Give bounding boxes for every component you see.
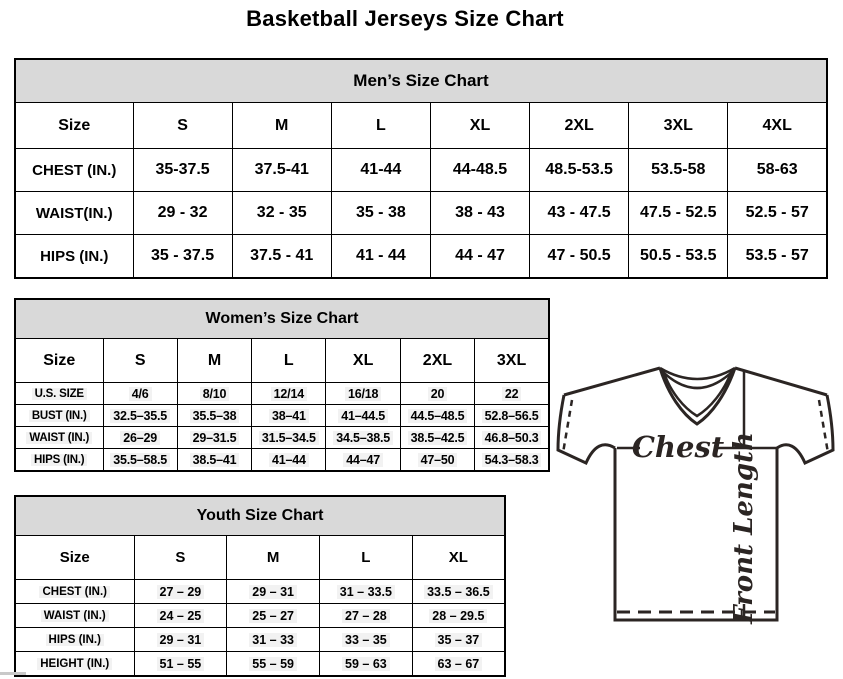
value-cell [227, 628, 320, 652]
table-row [15, 580, 505, 604]
chest-label: Chest [631, 430, 725, 464]
value-cell [400, 405, 474, 427]
womens-size-header-row [15, 339, 549, 383]
row-label-cell [15, 405, 103, 427]
column-header: M [177, 339, 251, 383]
value-cell [400, 427, 474, 449]
cell-value: 8/10 [200, 387, 230, 401]
value-cell [103, 449, 177, 472]
row-label: WAIST (IN.) [41, 610, 109, 622]
value-cell [232, 235, 331, 279]
row-label: HIPS (IN.) [31, 454, 87, 466]
row-label: WAIST(IN.) [35, 204, 113, 222]
value-cell [103, 405, 177, 427]
value-cell [177, 405, 251, 427]
value-cell [629, 235, 728, 279]
jersey-collar-inner-v [663, 370, 732, 416]
cell-value: 4/6 [129, 387, 152, 401]
size-label: Size [15, 103, 133, 149]
cell-value: 38.5–42.5 [408, 431, 468, 445]
value-cell [133, 235, 232, 279]
cell-value: 44.5–48.5 [408, 409, 468, 423]
value-cell [331, 192, 430, 235]
value-cell [103, 427, 177, 449]
value-cell [331, 149, 430, 192]
value-cell [728, 235, 827, 279]
cell-value: 50.5 - 53.5 [640, 247, 717, 264]
cell-value: 25 – 27 [249, 609, 297, 623]
column-header: XL [430, 103, 529, 149]
column-header: L [320, 536, 413, 580]
value-cell [629, 149, 728, 192]
value-cell [326, 449, 400, 472]
youth-size-header-row [15, 536, 505, 580]
column-header: 3XL [475, 339, 549, 383]
value-cell [475, 449, 549, 472]
mens-table-title: Men’s Size Chart [15, 59, 827, 103]
value-cell [475, 427, 549, 449]
cell-value: 29 – 31 [249, 585, 297, 599]
cell-value: 41-44 [360, 161, 402, 178]
column-header: M [232, 103, 331, 149]
row-label-cell [15, 604, 134, 628]
column-header: L [331, 103, 430, 149]
value-cell [232, 192, 331, 235]
value-cell [252, 383, 326, 405]
row-label-cell [15, 628, 134, 652]
value-cell [177, 427, 251, 449]
table-row [15, 652, 505, 677]
cell-value: 38–41 [269, 409, 309, 423]
value-cell [728, 149, 827, 192]
mens-size-table [14, 58, 828, 279]
table-row [15, 604, 505, 628]
value-cell [412, 604, 505, 628]
value-cell [320, 580, 413, 604]
value-cell [412, 580, 505, 604]
size-label: Size [15, 339, 103, 383]
value-cell [177, 449, 251, 472]
value-cell [134, 652, 227, 677]
row-label: WAIST (IN.) [26, 432, 92, 444]
cell-value: 35-37.5 [155, 161, 210, 178]
row-label-cell [15, 427, 103, 449]
row-label-cell [15, 580, 134, 604]
column-header: XL [412, 536, 505, 580]
value-cell [252, 427, 326, 449]
value-cell [530, 235, 629, 279]
cell-value: 16/18 [345, 387, 381, 401]
cell-value: 29 - 32 [157, 204, 208, 221]
jersey-sleeve-left [558, 395, 615, 463]
table-row [15, 383, 549, 405]
column-header: 3XL [629, 103, 728, 149]
cell-value: 35.5–38 [190, 409, 240, 423]
cell-value: 37.5 - 41 [250, 247, 314, 264]
row-label-cell [15, 449, 103, 472]
cell-value: 41 - 44 [355, 247, 406, 264]
row-label-cell [15, 652, 134, 677]
cell-value: 55 – 59 [249, 657, 297, 671]
youth-size-table [14, 495, 506, 677]
value-cell [530, 149, 629, 192]
youth-caption-row [15, 496, 505, 536]
row-label-cell [15, 235, 133, 279]
womens-caption-row [15, 299, 549, 339]
table-row [15, 149, 827, 192]
value-cell [475, 405, 549, 427]
jersey-sleeve-right [777, 395, 833, 463]
cell-value: 52.5 - 57 [745, 204, 809, 221]
front-length-label: Front Length [729, 432, 759, 624]
value-cell [430, 149, 529, 192]
value-cell [430, 192, 529, 235]
cell-value: 59 – 63 [342, 657, 390, 671]
value-cell [412, 628, 505, 652]
jersey-shoulder-left [564, 368, 660, 395]
cell-value: 38.5–41 [190, 453, 240, 467]
value-cell [320, 652, 413, 677]
cell-value: 29–31.5 [190, 431, 240, 445]
row-label: CHEST (IN.) [32, 161, 117, 179]
jersey-measurement-diagram [556, 360, 838, 632]
column-header: L [252, 339, 326, 383]
value-cell [728, 192, 827, 235]
value-cell [629, 192, 728, 235]
cell-value: 22 [502, 387, 522, 401]
cell-value: 47 - 50.5 [547, 247, 611, 264]
value-cell [320, 628, 413, 652]
row-label: CHEST (IN.) [39, 586, 110, 598]
cell-value: 54.3–58.3 [482, 453, 542, 467]
womens-table-title: Women’s Size Chart [15, 299, 549, 339]
value-cell [177, 383, 251, 405]
value-cell [134, 580, 227, 604]
cell-value: 31.5–34.5 [259, 431, 319, 445]
value-cell [134, 604, 227, 628]
cell-value: 33.5 – 36.5 [424, 585, 493, 599]
value-cell [326, 405, 400, 427]
cell-value: 35 – 37 [435, 633, 483, 647]
value-cell [227, 580, 320, 604]
column-header: 2XL [530, 103, 629, 149]
youth-table-title: Youth Size Chart [15, 496, 505, 536]
sleeve-cuff-dashed-right [819, 400, 828, 453]
cell-value: 27 – 28 [342, 609, 390, 623]
cell-value: 12/14 [271, 387, 307, 401]
cell-value: 58-63 [756, 161, 798, 178]
value-cell [252, 405, 326, 427]
cell-value: 35 - 37.5 [150, 247, 215, 264]
value-cell [400, 449, 474, 472]
value-cell [326, 383, 400, 405]
cell-value: 27 – 29 [157, 585, 205, 599]
page-title: Basketball Jerseys Size Chart [246, 6, 564, 31]
value-cell [430, 235, 529, 279]
value-cell [475, 383, 549, 405]
row-label: BUST (IN.) [29, 410, 90, 422]
cell-value: 47.5 - 52.5 [640, 204, 717, 221]
value-cell [134, 628, 227, 652]
column-header: S [103, 339, 177, 383]
row-label: HEIGHT (IN.) [37, 658, 112, 670]
value-cell [412, 652, 505, 677]
column-header: M [227, 536, 320, 580]
cell-value: 35.5–58.5 [110, 453, 170, 467]
cell-value: 52.8–56.5 [482, 409, 542, 423]
value-cell [530, 192, 629, 235]
womens-size-table [14, 298, 550, 472]
row-label-cell [15, 149, 133, 192]
cell-value: 33 – 35 [342, 633, 390, 647]
mens-caption-row [15, 59, 827, 103]
value-cell [320, 604, 413, 628]
cell-value: 41–44 [269, 453, 309, 467]
cell-value: 41–44.5 [338, 409, 388, 423]
cell-value: 43 - 47.5 [547, 204, 611, 221]
value-cell [133, 149, 232, 192]
row-label: U.S. SIZE [32, 388, 87, 400]
cell-value: 35 - 38 [355, 204, 406, 221]
jersey-shoulder-right [735, 368, 827, 395]
cell-value: 28 – 29.5 [429, 609, 487, 623]
column-header: S [133, 103, 232, 149]
cell-value: 44–47 [343, 453, 383, 467]
table-row [15, 427, 549, 449]
value-cell [326, 427, 400, 449]
value-cell [227, 652, 320, 677]
value-cell [133, 192, 232, 235]
column-header: S [134, 536, 227, 580]
cell-value: 51 – 55 [157, 657, 205, 671]
value-cell [227, 604, 320, 628]
cell-value: 32 - 35 [256, 204, 307, 221]
table-row [15, 405, 549, 427]
scrollbar-fragment [0, 672, 26, 675]
cell-value: 44-48.5 [452, 161, 508, 178]
cell-value: 24 – 25 [157, 609, 205, 623]
column-header: 2XL [400, 339, 474, 383]
table-row [15, 449, 549, 472]
cell-value: 20 [428, 387, 448, 401]
cell-value: 29 – 31 [157, 633, 205, 647]
cell-value: 63 – 67 [435, 657, 483, 671]
cell-value: 37.5-41 [254, 161, 309, 178]
row-label: HIPS (IN.) [40, 247, 109, 265]
mens-size-header-row [15, 103, 827, 149]
cell-value: 46.8–50.3 [482, 431, 542, 445]
cell-value: 53.5 - 57 [745, 247, 809, 264]
row-label-cell [15, 192, 133, 235]
table-row [15, 235, 827, 279]
cell-value: 32.5–35.5 [110, 409, 170, 423]
value-cell [103, 383, 177, 405]
cell-value: 31 – 33 [249, 633, 297, 647]
value-cell [400, 383, 474, 405]
column-header: 4XL [728, 103, 827, 149]
row-label: HIPS (IN.) [46, 634, 104, 646]
table-row [15, 192, 827, 235]
cell-value: 26–29 [120, 431, 160, 445]
cell-value: 53.5-58 [651, 161, 706, 178]
sleeve-cuff-dashed-left [563, 400, 572, 453]
cell-value: 47–50 [418, 453, 458, 467]
value-cell [232, 149, 331, 192]
row-label-cell [15, 383, 103, 405]
value-cell [331, 235, 430, 279]
column-header: XL [326, 339, 400, 383]
cell-value: 31 – 33.5 [337, 585, 395, 599]
cell-value: 44 - 47 [455, 247, 505, 264]
cell-value: 48.5-53.5 [545, 161, 613, 178]
cell-value: 38 - 43 [455, 204, 505, 221]
cell-value: 34.5–38.5 [333, 431, 393, 445]
size-label: Size [15, 536, 134, 580]
table-row [15, 628, 505, 652]
value-cell [252, 449, 326, 472]
